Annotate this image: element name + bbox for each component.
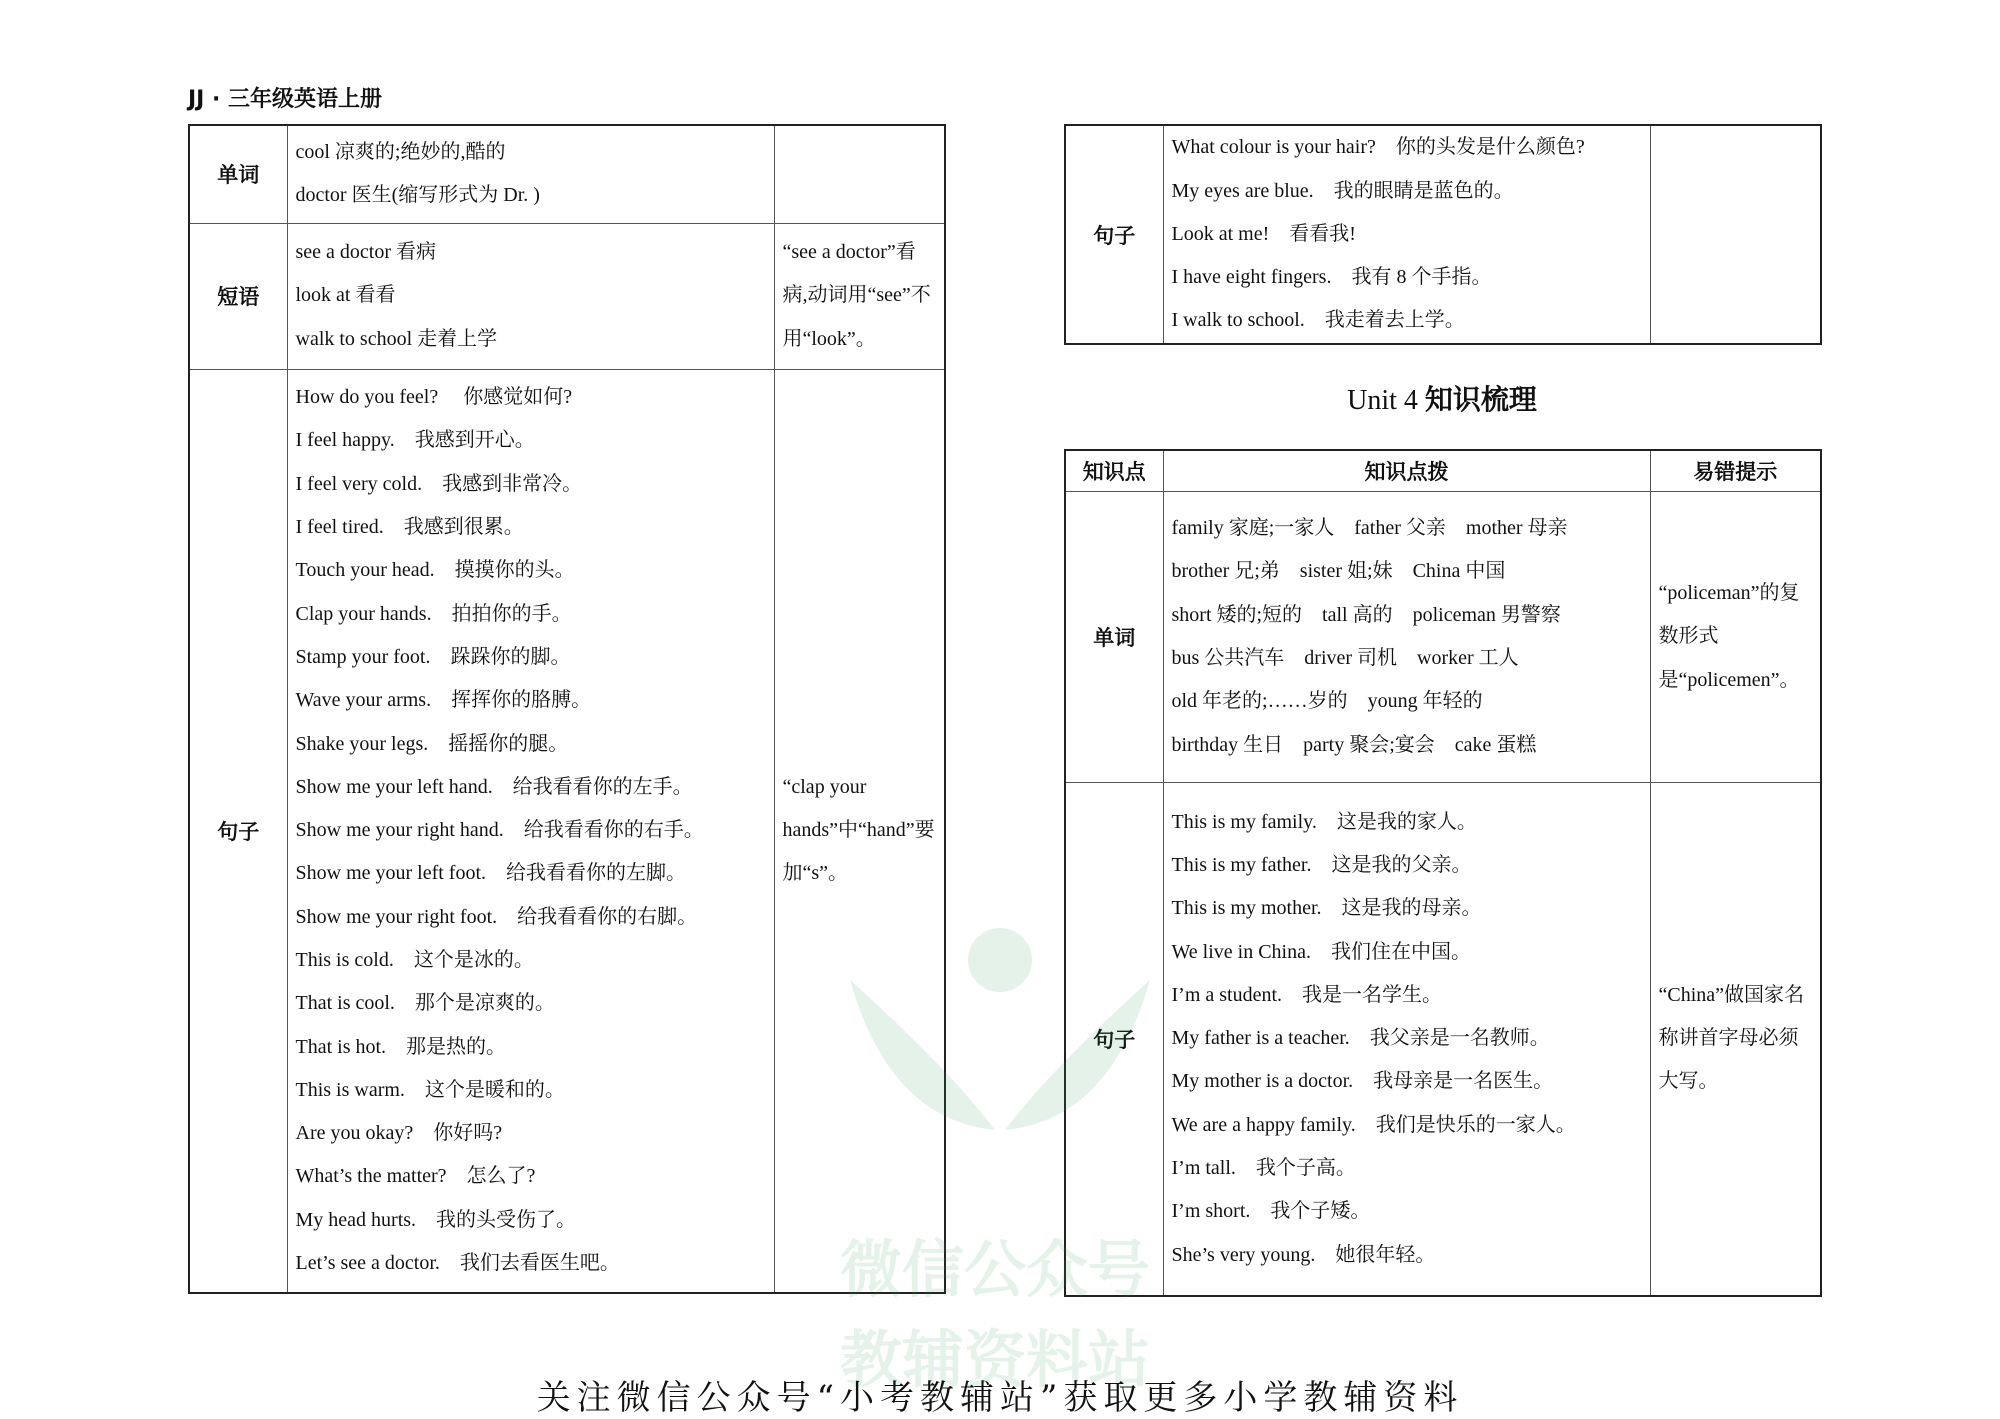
header-explanation: 知识点拨 [1163, 450, 1650, 492]
content-line: Show me your right hand. 给我看看你的右手。 [295, 819, 704, 842]
row-content [1163, 125, 1650, 344]
content-line: Show me your left foot. 给我看看你的左脚。 [295, 862, 687, 885]
tip-text: “policeman”的复数形式是“policemen”。 [1658, 582, 1800, 691]
row-tip [1650, 125, 1821, 344]
content-line: I walk to school. 我走着去上学。 [1171, 309, 1465, 332]
content-line: Clap your hands. 拍拍你的手。 [295, 602, 572, 625]
watermark-text: 微信公众号 [839, 1233, 1150, 1306]
content-line: What colour is your hair? 你的头发是什么颜色? [1171, 136, 1585, 159]
content-line: What’s the matter? 怎么了? [295, 1165, 536, 1188]
content-line: My father is a teacher. 我父亲是一名教师。 [1171, 1027, 1550, 1050]
unit4-summary-table [1064, 449, 1822, 1297]
content-line: Show me your left hand. 给我看看你的左手。 [295, 775, 693, 798]
content-line: This is cold. 这个是冰的。 [295, 948, 534, 971]
content-line: birthday 生日 party 聚会;宴会 cake 蛋糕 [1171, 733, 1537, 756]
unit4-title [1064, 378, 1820, 418]
content-line: That is hot. 那是热的。 [295, 1035, 507, 1058]
content-line: old 年老的;……岁的 young 年轻的 [1171, 690, 1483, 713]
content-line: This is my mother. 这是我的母亲。 [1171, 897, 1482, 920]
content-line: Stamp your foot. 跺跺你的脚。 [295, 645, 571, 668]
row-tip [1650, 492, 1821, 783]
content-line: I’m short. 我个子矮。 [1171, 1200, 1371, 1223]
content-line: Look at me! 看看我! [1171, 222, 1356, 245]
row-content [287, 369, 774, 1293]
row-category: 句子 [1065, 783, 1163, 1296]
content-line: This is warm. 这个是暖和的。 [295, 1078, 565, 1101]
table-row [1065, 125, 1821, 344]
table-row [1065, 783, 1821, 1296]
table-row [189, 369, 945, 1293]
header-knowledge-point: 知识点 [1065, 450, 1163, 492]
content-line: Show me your right foot. 给我看看你的右脚。 [295, 905, 698, 928]
content-line: Are you okay? 你好吗? [295, 1122, 503, 1145]
content-line: look at 看看 [295, 284, 396, 307]
unit-number: Unit 4 [1347, 385, 1418, 416]
row-category: 句子 [1065, 125, 1163, 344]
row-tip [774, 223, 945, 369]
row-tip [774, 369, 945, 1293]
content-line: My mother is a doctor. 我母亲是一名医生。 [1171, 1070, 1554, 1093]
content-line: Shake your legs. 摇摇你的腿。 [295, 732, 569, 755]
content-line: This is my family. 这是我的家人。 [1171, 810, 1477, 833]
content-line: short 矮的;短的 tall 高的 policeman 男警察 [1171, 603, 1561, 626]
content-line: She’s very young. 她很年轻。 [1171, 1243, 1436, 1266]
content-line: Touch your head. 摸摸你的头。 [295, 559, 575, 582]
content-line: We live in China. 我们住在中国。 [1171, 940, 1471, 963]
content-line: My head hurts. 我的头受伤了。 [295, 1208, 577, 1231]
row-category: 单词 [1065, 492, 1163, 783]
content-line: see a doctor 看病 [295, 241, 437, 264]
content-line: My eyes are blue. 我的眼睛是蓝色的。 [1171, 179, 1514, 202]
unit3-sentences-table [1064, 124, 1822, 345]
content-line: family 家庭;一家人 father 父亲 mother 母亲 [1171, 517, 1568, 540]
watermark-text: 教辅资料站 [839, 1323, 1150, 1396]
content-line: How do you feel? 你感觉如何? [295, 386, 573, 409]
content-line: bus 公共汽车 driver 司机 worker 工人 [1171, 647, 1519, 669]
row-category: 单词 [189, 125, 287, 223]
row-content [1163, 783, 1650, 1296]
row-tip [774, 125, 945, 223]
content-line: I feel happy. 我感到开心。 [295, 429, 535, 452]
content-line: We are a happy family. 我们是快乐的一家人。 [1171, 1113, 1576, 1136]
content-line: brother 兄;弟 sister 姐;妹 China 中国 [1171, 560, 1506, 583]
row-content [1163, 492, 1650, 783]
content-line: I’m tall. 我个子高。 [1171, 1156, 1356, 1179]
row-content [287, 223, 774, 369]
footer-notice: 关注微信公众号“小考教辅站”获取更多小学教辅资料 [536, 1378, 1464, 1418]
content-line: doctor 医生(缩写形式为 Dr. ) [295, 184, 540, 207]
table-row [189, 125, 945, 223]
table-row [1065, 492, 1821, 783]
header-common-mistakes: 易错提示 [1650, 450, 1821, 492]
content-line: Let’s see a doctor. 我们去看医生吧。 [295, 1252, 620, 1275]
content-line: I have eight fingers. 我有 8 个手指。 [1171, 266, 1492, 289]
content-line: I feel tired. 我感到很累。 [295, 516, 524, 539]
page-header: JJ · 三年级英语上册 [188, 87, 383, 112]
row-category: 短语 [189, 223, 287, 369]
content-line: I feel very cold. 我感到非常冷。 [295, 472, 583, 495]
unit3-summary-table [188, 124, 946, 1294]
row-tip [1650, 783, 1821, 1296]
content-line: cool 凉爽的;绝妙的,酷的 [295, 140, 506, 163]
tip-text: “see a doctor”看病,动词用“see”不用“look”。 [782, 241, 931, 350]
tip-text: “China”做国家名称讲首字母必须大写。 [1658, 983, 1805, 1093]
content-line: walk to school 走着上学 [295, 327, 498, 350]
unit-heading: 知识梳理 [1424, 383, 1537, 416]
content-line: This is my father. 这是我的父亲。 [1171, 853, 1472, 876]
content-line: That is cool. 那个是凉爽的。 [295, 992, 555, 1015]
row-category: 句子 [189, 369, 287, 1293]
content-line: I’m a student. 我是一名学生。 [1171, 983, 1443, 1006]
table-row [189, 223, 945, 369]
row-content [287, 125, 774, 223]
tip-text: “clap your hands”中“hand”要加“s”。 [782, 775, 935, 885]
content-line: Wave your arms. 挥挥你的胳膊。 [295, 689, 592, 712]
